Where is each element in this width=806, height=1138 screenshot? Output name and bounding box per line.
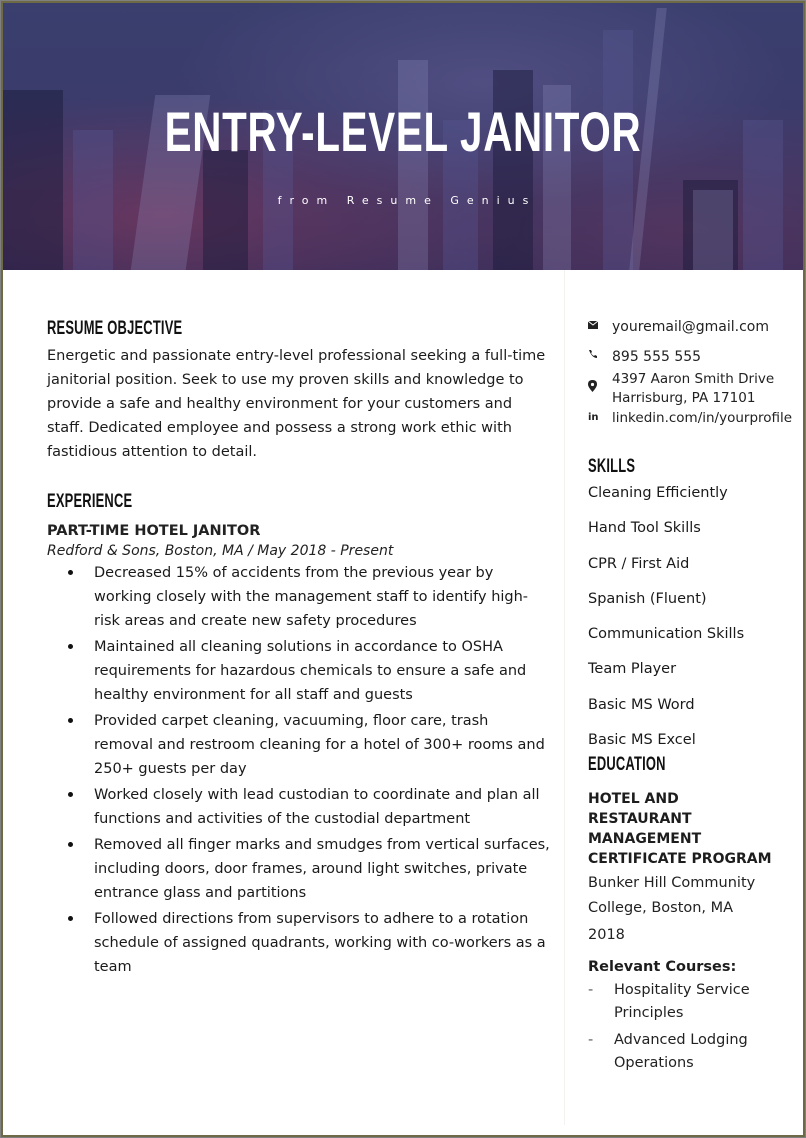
contact-linkedin-text[interactable]: linkedin.com/in/yourprofile: [612, 410, 793, 426]
phone-icon: [588, 349, 612, 362]
contact-phone: [588, 349, 788, 370]
job-bullet: Provided carpet cleaning, vacuuming, floor care, trash removal and restroom cleaning for a hotel of 300+ rooms and 250+ guests per day: [94, 709, 552, 781]
course-item: - Advanced Lodging Operations: [588, 1029, 788, 1075]
contact-section: [588, 319, 793, 432]
dash-icon: -: [588, 982, 594, 999]
main-column: [47, 318, 552, 981]
job-bullet: Followed directions from supervisors to adhere to a rotation schedule of assigned quadrants, working with co-workers as a team: [94, 907, 552, 979]
contact-address-text: 4397 Aaron Smith Drive Harrisburg, PA 17101: [612, 371, 775, 406]
skills-heading: SKILLS: [588, 456, 636, 477]
education-school-line1: Bunker Hill Community: [588, 875, 756, 892]
contact-address: [588, 370, 788, 404]
column-divider: [564, 270, 565, 1125]
skill-item: Communication Skills: [588, 626, 745, 643]
bullet-icon: [68, 916, 73, 921]
skill-item: Spanish (Fluent): [588, 590, 707, 607]
linkedin-icon: in: [588, 412, 599, 423]
skill-item: Team Player: [588, 661, 677, 678]
job-bullet: Maintained all cleaning solutions in accordance to OSHA requirements for hazardous chemicals to ensure a safe and healthy environment for all staff and guests: [94, 635, 552, 707]
contact-email: [588, 319, 788, 349]
resume-subtitle: from Resume Genius: [277, 194, 537, 207]
job-bullet: Decreased 15% of accidents from the previous year by working closely with the management staff to identify high-risk areas and create new safety procedures: [94, 561, 552, 633]
skills-list: [588, 483, 788, 754]
course-item: - Hospitality Service Principles: [588, 979, 788, 1025]
resume-title: ENTRY-LEVEL JANITOR: [164, 100, 642, 163]
skills-section: [588, 456, 788, 754]
job-entry: [47, 523, 552, 979]
objective-heading: RESUME OBJECTIVE: [47, 318, 183, 339]
bullet-icon: [68, 842, 73, 847]
skill-item: Hand Tool Skills: [588, 520, 701, 537]
dash-icon: -: [588, 1032, 594, 1049]
header-banner: [3, 3, 803, 270]
bullet-icon: [68, 792, 73, 797]
bullet-icon: [68, 718, 73, 723]
bullet-icon: [68, 644, 73, 649]
education-section: [588, 754, 788, 1075]
experience-heading: EXPERIENCE: [47, 491, 133, 512]
objective-section: [47, 318, 552, 464]
bullet-icon: [68, 570, 73, 575]
side-column: [588, 318, 793, 1079]
job-bullet: Worked closely with lead custodian to coordinate and plan all functions and activities of the custodial department: [94, 783, 552, 831]
job-bullets: [47, 561, 552, 979]
courses-label: Relevant Courses:: [588, 959, 737, 976]
objective-text: Energetic and passionate entry-level professional seeking a full-time janitorial position. Seek to use my proven skills and knowledge to provide a safe and healthy environment for your customers and staff. Dedicated employee and possess a strong work ethic with fastidious attention to detail.: [47, 348, 546, 460]
skill-item: Basic MS Word: [588, 696, 695, 713]
education-year: 2018: [588, 927, 625, 944]
courses-list: [588, 979, 788, 1075]
education-school-line2: College, Boston, MA: [588, 900, 734, 917]
education-heading: EDUCATION: [588, 754, 666, 776]
contact-linkedin: [588, 410, 793, 432]
contact-phone-text: 895 555 555: [612, 349, 702, 365]
envelope-icon: [588, 319, 612, 332]
contact-email-text[interactable]: youremail@gmail.com: [612, 319, 770, 335]
skill-item: Cleaning Efficiently: [588, 485, 728, 501]
job-meta: Redford & Sons, Boston, MA / May 2018 - Present: [47, 543, 394, 559]
skill-item: CPR / First Aid: [588, 555, 690, 572]
job-title: PART-TIME HOTEL JANITOR: [47, 523, 261, 539]
experience-section: [47, 491, 552, 979]
map-pin-icon: [588, 370, 612, 398]
education-program: HOTEL AND RESTAURANT MANAGEMENT CERTIFICATE PROGRAM: [588, 791, 772, 868]
job-bullet: Removed all finger marks and smudges from vertical surfaces, including doors, door frames, around light switches, private entrance glass and partitions: [94, 833, 552, 905]
skill-item: Basic MS Excel: [588, 732, 696, 749]
